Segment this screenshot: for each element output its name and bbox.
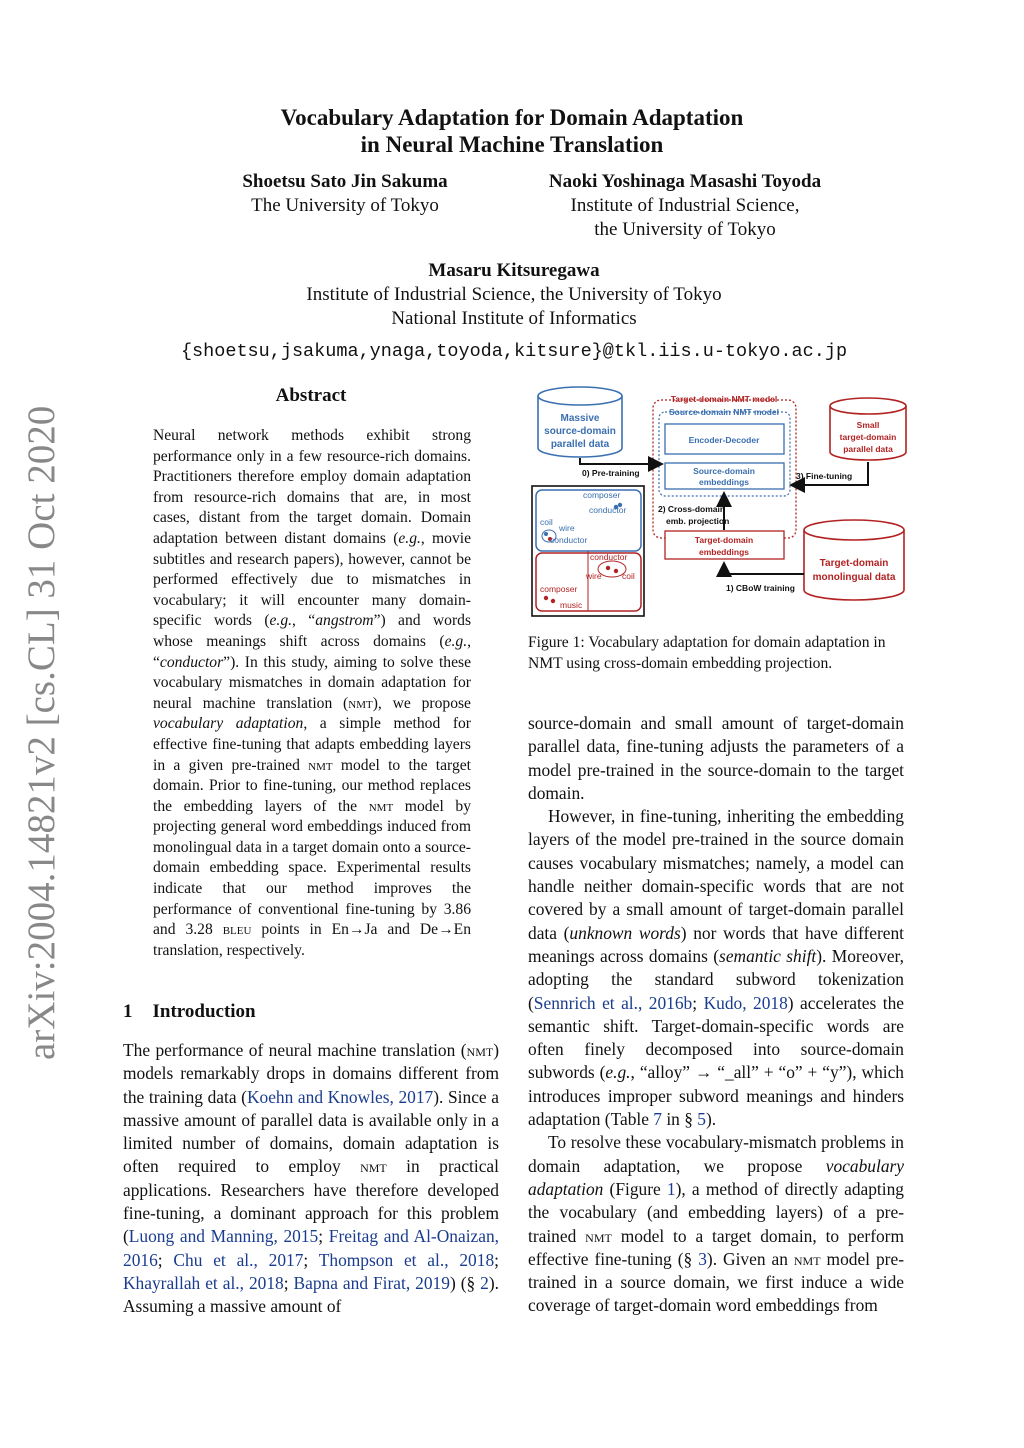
source-nmt-model-label: Source-domain NMT model: [668, 407, 780, 417]
point-conductor-tgt: [606, 566, 610, 570]
abstract-body: Neural network methods exhibit strong performance only in a few resource-rich domains. Practitioners therefore employ domain adaptation from resource-rich domains that are, in most cases, distant from the target domain. Domain adaptation between distant domains (e.g., movie subtitles and research papers), however, cannot be performed effectively due to mismatches in vocabulary; it will encounter many domain-specific words (e.g., “angstrom”) and words whose meanings shift across domains (e.g., “conductor”). In this study, aiming to solve these vocabulary mismatches in domain adaptation for neural machine translation (nmt), we propose vocabulary adaptation, a simple method for effective fine-tuning that adapts embedding layers in a given pre-trained nmt model to the target domain. Prior to fine-tuning, our method replaces the embedding layers of the nmt model by projecting general word embeddings induced from monolingual data in a target domain onto a source-domain embedding space. Experimental results indicate that our method improves the performance of conventional fine-tuning by 3.86 and 3.28 bleu points in En→Ja and De→En translation, respectively.: [153, 427, 472, 959]
figure-1: [528, 382, 908, 622]
word-wire-tgt: wire: [586, 571, 602, 581]
point-composer-tgt: [544, 596, 548, 600]
massive-label-1: Massive: [560, 413, 600, 424]
small-label-2: target-domain: [839, 432, 897, 442]
massive-label-2: source-domain: [544, 426, 616, 437]
point-coil-tgt: [614, 569, 618, 573]
word-conductor-src: conductor: [589, 505, 627, 515]
section-title: Introduction: [152, 1001, 256, 1022]
word-conductor-src-2: conductor: [550, 535, 588, 545]
step3-label: 3) Fine-tuning: [796, 471, 853, 481]
paragraph: However, in fine-tuning, inheriting the embedding layers of the model pre-trained in the source domain causes vocabulary mismatches; namely, a model can handle neither domain-specific words that are not covered by a small amount of target-domain parallel data (unknown words) nor words that have different meanings across domains (semantic shift). Moreover, adopting the standard subword tokenization (Sennrich et al., 2016b; Kudo, 2018) accelerates the semantic shift. Target-domain-specific words are often finely decomposed into source-domain subwords (e.g., “alloy” → “_all” + “o” + “y”), which introduces improper subword meanings and hinders adaptation (Table 7 in § 5).: [528, 806, 905, 1130]
introduction-paragraph: The performance of neural machine translation (nmt) models remarkably drops in domains different from the training data (Koehn and Knowles, 2017). Since a massive amount of parallel data is available only in a limited number of domains, domain adaptation is often required to employ nmt in practical applications. Researchers have therefore developed fine-tuning, a dominant approach for this problem (Luong and Manning, 2015; Freitag and Al-Onaizan, 2016; Chu et al., 2017; Thompson et al., 2018; Khayrallah et al., 2018; Bapna and Firat, 2019) (§ 2). Assuming a massive amount of: [123, 1040, 500, 1317]
section-heading-introduction: [123, 1001, 256, 1023]
mono-label-2: monolingual data: [812, 572, 896, 583]
citation-link[interactable]: Sennrich et al., 2016b: [533, 992, 693, 1013]
step2-label-2: emb. projection: [666, 516, 730, 526]
citation-link[interactable]: Khayrallah et al., 2018: [123, 1272, 284, 1293]
word-music-tgt: music: [560, 600, 583, 610]
citation-link[interactable]: Luong and Manning, 2015: [128, 1226, 319, 1247]
word-coil-src: coil: [540, 517, 553, 527]
point-music-tgt: [551, 599, 555, 603]
author-group2-affiliation-1: Institute of Industrial Science,: [570, 195, 800, 216]
section-ref-link[interactable]: 3: [698, 1248, 707, 1269]
author-group2-names: Naoki Yoshinaga Masashi Toyoda: [548, 171, 822, 192]
target-embeddings-label-1: Target-domain: [694, 535, 754, 545]
cbow-arrow: [724, 565, 804, 574]
author-group1-affiliation: The University of Tokyo: [251, 195, 439, 216]
section-ref-link[interactable]: 5: [697, 1109, 706, 1130]
step1-label: 1) CBoW training: [726, 583, 795, 593]
author-group2-affiliation-2: the University of Tokyo: [594, 219, 776, 240]
step0-label: 0) Pre-training: [582, 468, 640, 478]
paragraph: source-domain and small amount of target-domain parallel data, fine-tuning adjusts the parameters of a model pre-trained in the source-domain to the target domain.: [528, 713, 904, 803]
citation-link[interactable]: Koehn and Knowles, 2017: [246, 1086, 434, 1107]
author-group3-name: Masaru Kitsuregawa: [428, 260, 600, 281]
source-embeddings-label-2: embeddings: [698, 477, 750, 487]
target-embeddings-label-2: embeddings: [698, 547, 750, 557]
pretraining-arrow: [580, 458, 660, 464]
massive-label-3: parallel data: [550, 439, 610, 450]
paragraph: To resolve these vocabulary-mismatch problems in domain adaptation, we propose vocabulary adaptation (Figure 1), a method of directly adapting the vocabulary (and embedding layers) of a pre-trained nmt model to a target domain, to perform effective fine-tuning (§ 3). Given an nmt model pre-trained in a source domain, we first induce a wide coverage of target-domain word embeddings from: [528, 1132, 905, 1316]
paper-title-line2: in Neural Machine Translation: [360, 132, 664, 157]
abstract-heading: Abstract: [275, 385, 347, 406]
arxiv-stamp: arXiv:2004.14821v2 [cs.CL] 31 Oct 2020: [20, 405, 63, 1060]
citation-link[interactable]: Kudo, 2018: [703, 992, 788, 1013]
massive-source-data-cylinder: [538, 387, 622, 457]
point-coil-src: [544, 532, 548, 536]
citation-link[interactable]: Bapna and Firat, 2019: [293, 1272, 450, 1293]
figure-1-diagram: [528, 382, 908, 622]
small-target-data-cylinder: [830, 398, 906, 460]
monolingual-data-cylinder: [804, 520, 904, 600]
section-ref-link[interactable]: 2: [480, 1272, 489, 1293]
right-column-text: [528, 712, 904, 1318]
section-number: 1: [123, 1001, 133, 1022]
figure-ref-link[interactable]: 1: [666, 1178, 676, 1199]
word-conductor-tgt: conductor: [590, 552, 628, 562]
author-emails: {shoetsu,jsakuma,ynaga,toyoda,kitsure}@tkl.iis.u-tokyo.ac.jp: [180, 341, 848, 362]
target-nmt-model-label: Target-domain NMT model: [670, 394, 778, 404]
word-coil-tgt: coil: [622, 571, 635, 581]
source-embeddings-label-1: Source-domain: [693, 466, 755, 476]
paper-title-line1: Vocabulary Adaptation for Domain Adaptation: [280, 105, 744, 130]
small-label-3: parallel data: [843, 444, 893, 454]
encoder-decoder-label: Encoder-Decoder: [688, 435, 760, 445]
citation-link[interactable]: Freitag and Al-Onaizan, 2016: [123, 1226, 500, 1270]
small-label-1: Small: [856, 420, 880, 430]
author-group3-affiliation-2: National Institute of Informatics: [391, 308, 637, 329]
step2-label-1: 2) Cross-domain: [658, 504, 726, 514]
figure-1-caption: Figure 1: Vocabulary adaptation for domain adaptation in NMT using cross-domain embedding projection.: [528, 634, 886, 672]
word-composer-src: composer: [583, 490, 621, 500]
mono-label-1: Target-domain: [819, 558, 889, 569]
word-composer-tgt: composer: [540, 584, 578, 594]
citation-link[interactable]: Thompson et al., 2018: [318, 1249, 495, 1270]
citation-link[interactable]: Chu et al., 2017: [173, 1249, 304, 1270]
table-ref-link[interactable]: 7: [653, 1109, 662, 1130]
author-group3-affiliation-1: Institute of Industrial Science, the University of Tokyo: [306, 284, 722, 305]
author-group1-names: Shoetsu Sato Jin Sakuma: [242, 171, 448, 192]
word-wire-src: wire: [559, 523, 575, 533]
